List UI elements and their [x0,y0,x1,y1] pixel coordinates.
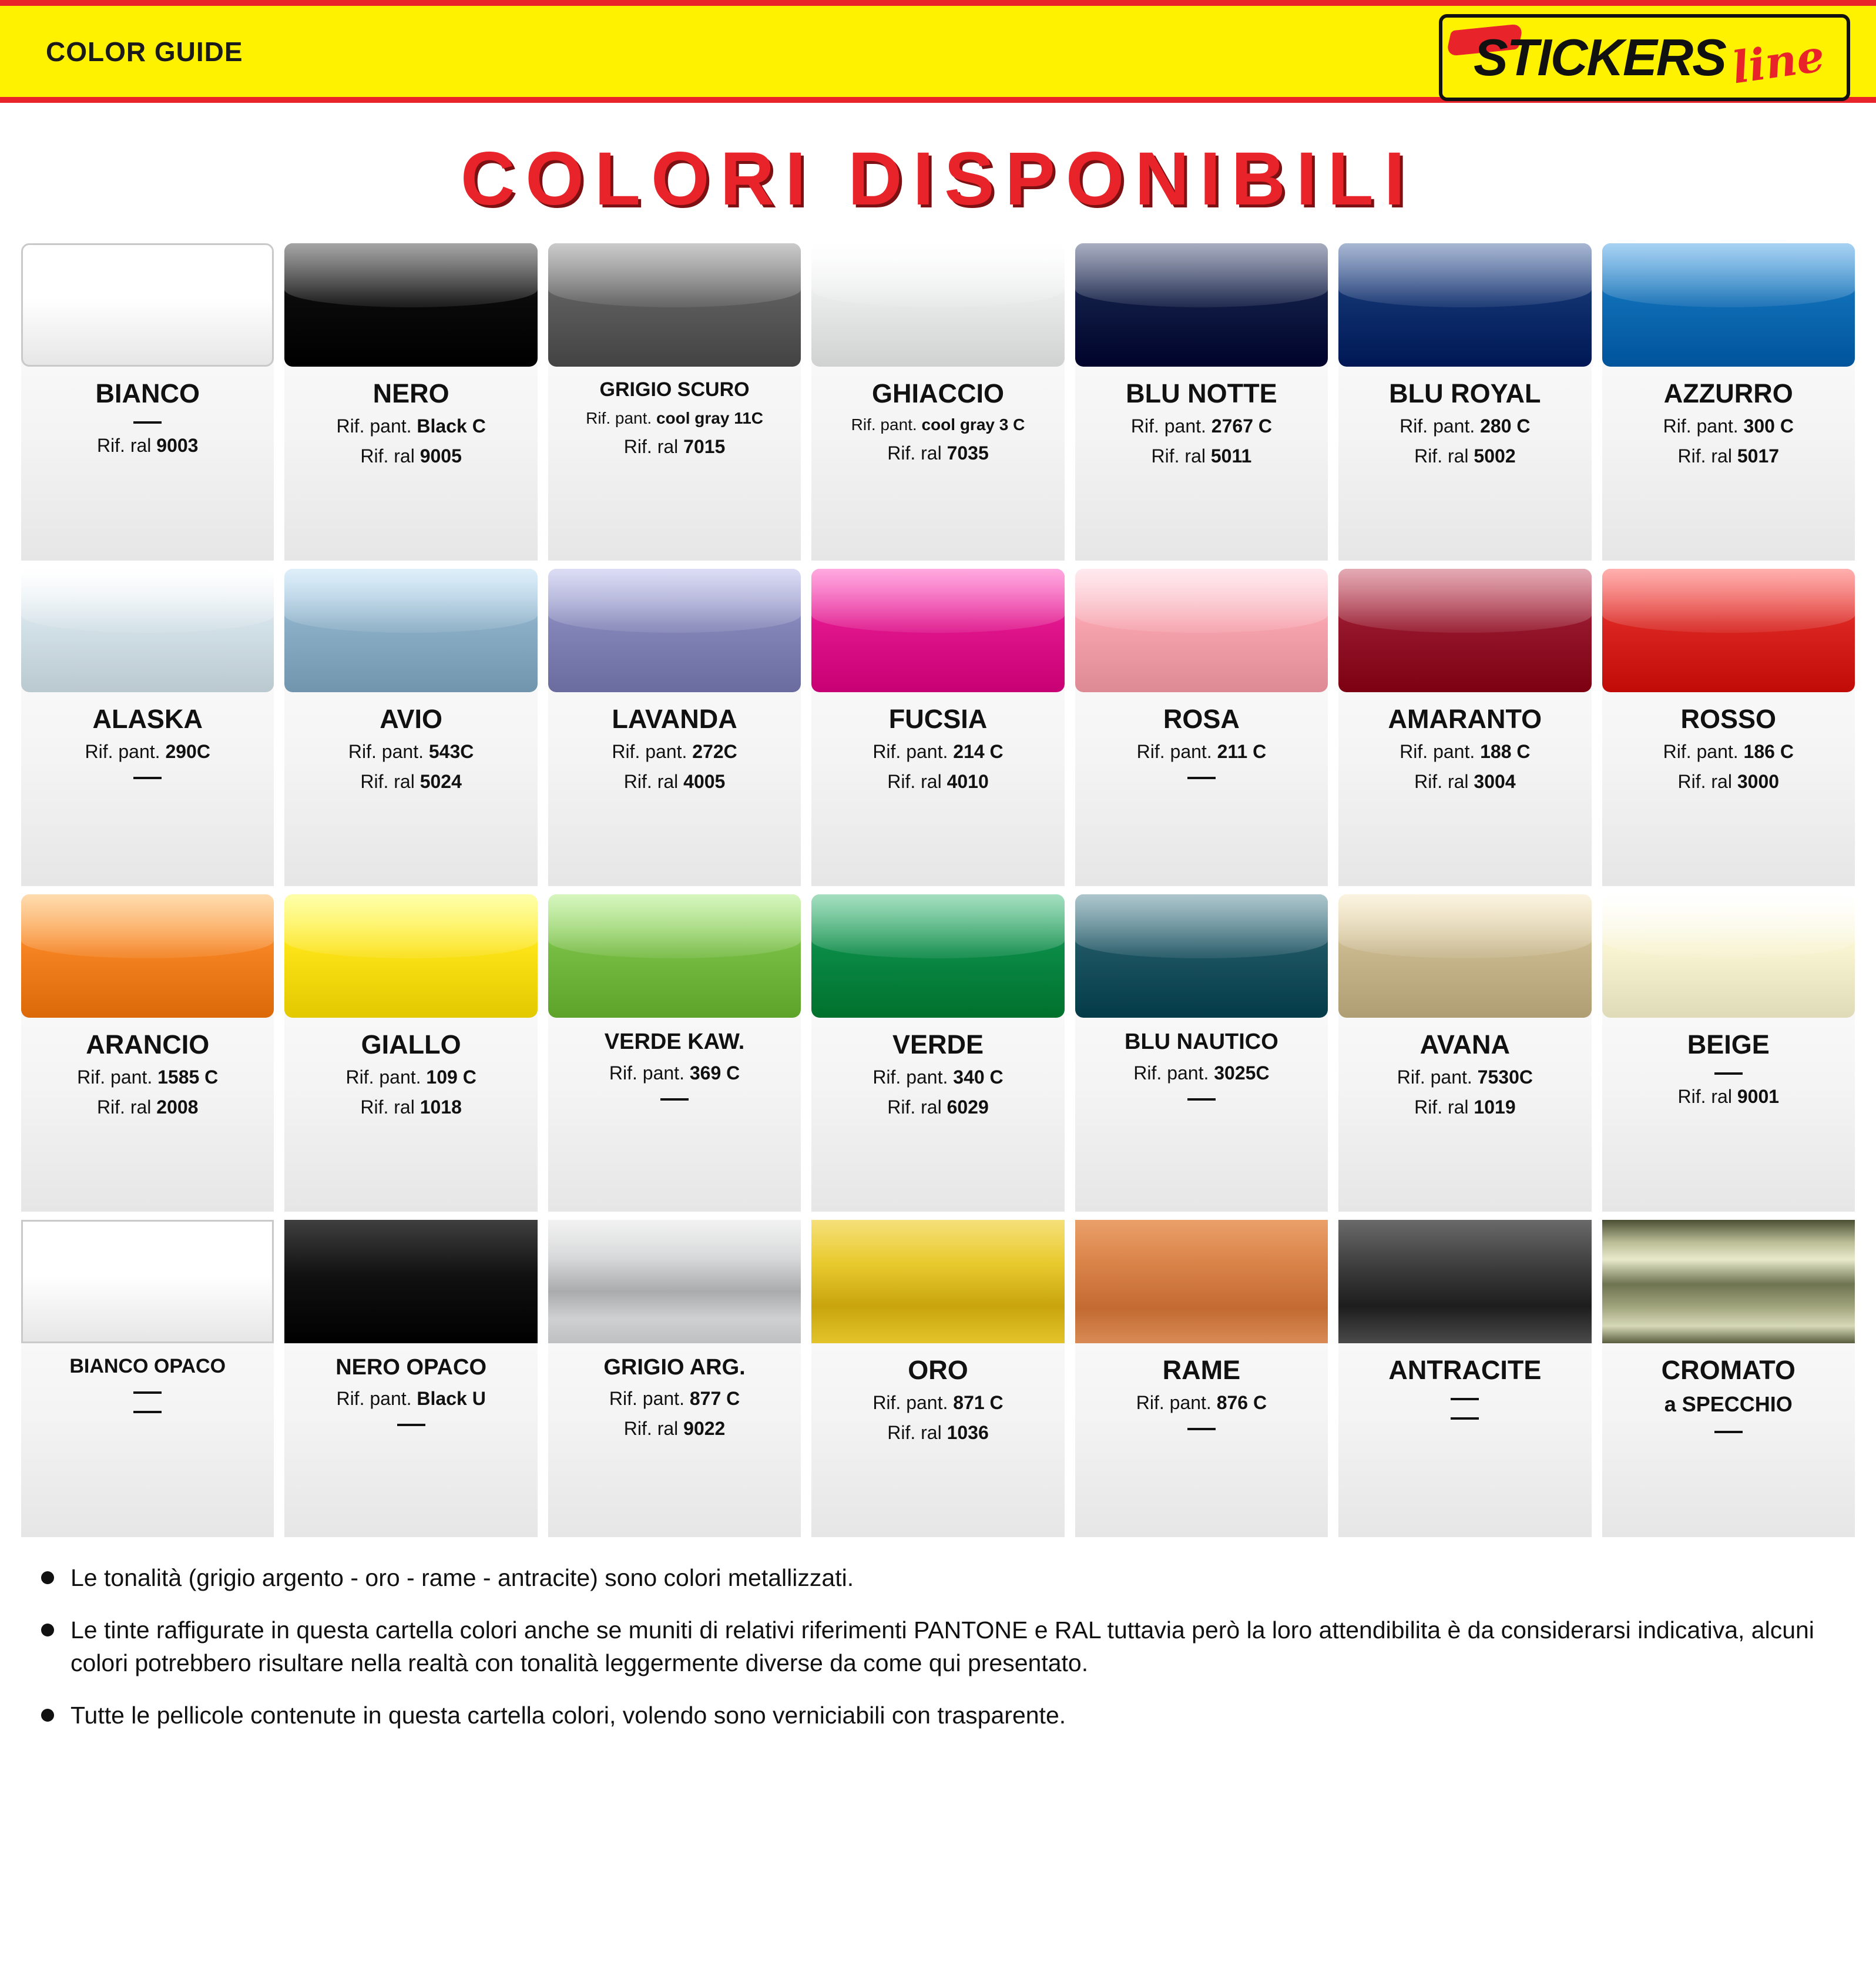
pantone-value: 340 C [953,1066,1004,1088]
page-title: COLOR GUIDE [46,36,243,67]
color-swatch [284,1220,537,1343]
color-name: FUCSIA [888,704,988,734]
ral-value: 2008 [156,1096,199,1118]
pantone-reference [336,415,485,437]
pantone-reference [872,1066,1003,1088]
pantone-value: 214 C [953,741,1004,763]
pantone-label: Rif. pant. [348,741,424,763]
logo-script-text: line [1729,31,1828,94]
color-name: ORO [908,1355,968,1385]
ral-reference [360,771,462,793]
pantone-reference [1136,1392,1267,1414]
color-swatch [811,1220,1064,1343]
empty-reference-dash [397,1410,425,1429]
note-text: Le tonalità (grigio argento - oro - rame - antracite) sono colori metallizzati. [71,1564,854,1591]
swatch-wrapper [811,894,1064,1018]
pantone-reference [872,1392,1003,1414]
ral-reference [624,771,726,793]
ral-label: Rif. ral [1677,771,1732,793]
color-swatch [1602,1220,1855,1343]
swatch-wrapper [1602,243,1855,367]
pantone-value: 7530C [1477,1066,1533,1088]
color-card [284,243,537,561]
color-name: AVANA [1419,1029,1511,1059]
bullet-icon [41,1624,54,1636]
ral-value: 5024 [420,771,462,793]
color-card [21,1220,274,1537]
ral-label: Rif. ral [887,1422,942,1444]
color-name: VERDE [892,1029,984,1059]
pantone-reference [1400,741,1530,763]
ral-label: Rif. ral [96,435,152,457]
pantone-reference [586,409,763,428]
pantone-value: 369 C [689,1062,740,1084]
ral-label: Rif. ral [1414,445,1469,467]
pantone-reference [77,1066,218,1088]
ral-reference [887,771,989,793]
color-card [1075,569,1328,886]
pantone-value: cool gray 11C [656,408,764,427]
swatch-wrapper [548,243,801,367]
ral-reference [1678,445,1780,467]
notes-section [33,1562,1843,1732]
color-swatch [1338,243,1591,367]
pantone-reference [872,741,1003,763]
color-name: ANTRACITE [1388,1355,1542,1385]
color-swatch [284,569,537,692]
ral-reference [97,1096,199,1118]
swatch-wrapper [811,1220,1064,1343]
ral-label: Rif. ral [1151,445,1206,467]
color-name: GRIGIO SCURO [599,378,750,401]
color-grid [0,243,1876,1537]
pantone-label: Rif. pant. [336,1387,412,1409]
color-card [1338,569,1591,886]
pantone-value: 272C [692,741,737,763]
color-name: BIANCO [95,378,200,408]
swatch-wrapper [21,569,274,692]
color-name: GHIACCIO [871,378,1004,408]
empty-reference-dash [1714,1417,1743,1436]
swatch-wrapper [284,243,537,367]
color-card [21,569,274,886]
color-name: BIANCO OPACO [69,1355,226,1377]
color-swatch [21,243,274,367]
ral-reference [624,436,726,458]
ral-label: Rif. ral [1677,1086,1732,1108]
bullet-icon [41,1571,54,1584]
ral-reference [97,435,199,457]
color-name: NERO OPACO [335,1355,487,1380]
color-card [1602,243,1855,561]
color-card [1338,243,1591,561]
ral-value: 7035 [947,442,989,464]
gloss-highlight [23,245,272,307]
ral-label: Rif. ral [360,1096,415,1118]
ral-value: 3000 [1737,771,1780,793]
color-card [1075,243,1328,561]
color-name: ROSSO [1680,704,1777,734]
ral-reference [1152,445,1252,467]
pantone-reference [1137,741,1267,763]
pantone-reference [609,1062,740,1084]
ral-value: 6029 [947,1096,989,1118]
gloss-highlight [548,569,801,633]
color-swatch [284,243,537,367]
gloss-highlight [284,569,537,633]
color-name: NERO [372,378,449,408]
gloss-highlight [284,894,537,958]
note-text: Tutte le pellicole contenute in questa cartella colori, volendo sono verniciabili con trasparente. [71,1702,1066,1729]
color-card [284,894,537,1212]
pantone-label: Rif. pant. [77,1066,153,1088]
pantone-reference [609,1388,740,1410]
ral-value: 1019 [1474,1096,1516,1118]
ral-label: Rif. ral [623,435,679,457]
pantone-label: Rif. pant. [336,415,412,437]
color-name: AZZURRO [1663,378,1793,408]
pantone-value: 1585 C [157,1066,219,1088]
pantone-label: Rif. pant. [1663,741,1739,763]
pantone-label: Rif. pant. [1397,1066,1472,1088]
swatch-wrapper [548,1220,801,1343]
ral-value: 7015 [683,435,726,457]
ral-reference [624,1418,726,1440]
ral-label: Rif. ral [1414,771,1469,793]
pantone-reference [85,741,210,763]
color-swatch [1075,569,1328,692]
ral-value: 5017 [1737,445,1780,467]
empty-reference-dash [133,763,162,782]
gloss-highlight [284,243,537,307]
note-item [33,1614,1843,1679]
empty-reference-dash [1187,1084,1216,1104]
pantone-label: Rif. pant. [872,1066,948,1088]
pantone-value: 109 C [426,1066,476,1088]
gloss-highlight [1075,243,1328,307]
note-item [33,1699,1843,1732]
swatch-wrapper [1602,1220,1855,1343]
color-card [1602,569,1855,886]
pantone-label: Rif. pant. [1663,415,1739,437]
color-card [811,569,1064,886]
ral-value: 9003 [156,435,199,457]
swatch-wrapper [21,1220,274,1343]
pantone-value: 300 C [1743,415,1794,437]
ral-reference [1414,1096,1516,1118]
ral-reference [1414,445,1516,467]
color-swatch [811,569,1064,692]
color-card [1338,894,1591,1212]
color-swatch [21,894,274,1018]
gloss-highlight [21,894,274,958]
color-card [548,894,801,1212]
empty-reference-dash [1187,763,1216,782]
color-card [1602,1220,1855,1537]
color-swatch [1602,569,1855,692]
note-item [33,1562,1843,1594]
swatch-wrapper [1338,894,1591,1018]
pantone-value: 186 C [1743,741,1794,763]
color-card [811,243,1064,561]
color-name: AVIO [380,704,442,734]
gloss-highlight [811,569,1064,633]
color-card [284,569,537,886]
color-name: ROSA [1163,704,1240,734]
color-swatch [1075,243,1328,367]
color-swatch [1338,1220,1591,1343]
pantone-label: Rif. pant. [872,1392,948,1414]
pantone-label: Rif. pant. [872,741,948,763]
color-swatch [811,243,1064,367]
gloss-highlight [1338,243,1591,307]
color-card [21,243,274,561]
color-card [548,1220,801,1537]
pantone-reference [1663,741,1794,763]
swatch-wrapper [811,243,1064,367]
ral-label: Rif. ral [887,442,942,464]
color-name: CROMATO [1661,1355,1796,1385]
gloss-highlight [1075,894,1328,958]
color-card [1338,1220,1591,1537]
color-card [548,243,801,561]
pantone-label: Rif. pant. [1130,415,1206,437]
empty-reference-dash [133,1397,162,1416]
pantone-reference [612,741,737,763]
gloss-highlight [1602,243,1855,307]
color-name: BLU NAUTICO [1125,1029,1278,1054]
color-swatch [1075,894,1328,1018]
ral-value: 5011 [1210,445,1252,467]
ral-value: 1018 [420,1096,462,1118]
swatch-wrapper [21,894,274,1018]
gloss-highlight [811,894,1064,958]
pantone-value: 876 C [1216,1392,1267,1414]
pantone-reference [851,415,1025,434]
swatch-wrapper [1075,243,1328,367]
ral-label: Rif. ral [1414,1096,1469,1118]
pantone-label: Rif. pant. [1136,1392,1211,1414]
ral-value: 4005 [683,771,726,793]
pantone-label: Rif. pant. [612,741,687,763]
swatch-wrapper [1075,569,1328,692]
pantone-label: Rif. pant. [1400,415,1475,437]
ral-label: Rif. ral [96,1096,152,1118]
pantone-value: 877 C [689,1387,740,1409]
gloss-highlight [548,243,801,307]
header-bar [0,0,1876,103]
color-name: GIALLO [361,1029,461,1059]
ral-value: 9022 [683,1417,726,1439]
color-card [1602,894,1855,1212]
color-subtitle: a SPECCHIO [1664,1392,1793,1417]
color-card [21,894,274,1212]
pantone-value: 188 C [1480,741,1531,763]
ral-label: Rif. ral [887,771,942,793]
ral-reference [887,442,989,464]
color-card [811,1220,1064,1537]
color-card [1075,894,1328,1212]
swatch-wrapper [21,243,274,367]
pantone-label: Rif. pant. [586,408,652,427]
color-name: GRIGIO ARG. [603,1355,746,1380]
pantone-label: Rif. pant. [1133,1062,1209,1084]
ral-label: Rif. ral [623,1417,679,1439]
color-swatch [1338,894,1591,1018]
pantone-label: Rif. pant. [851,415,917,434]
color-swatch [21,569,274,692]
gloss-highlight [1602,894,1855,958]
color-name: ALASKA [92,704,203,734]
ral-label: Rif. ral [360,445,415,467]
gloss-highlight [21,569,274,633]
note-text: Le tinte raffigurate in questa cartella colori anche se muniti di relativi riferimenti PANTONE e RAL tuttavia però la loro attendibilita è da considerarsi indicativa, alcuni colori potrebbero risultare nella realtà con tonalità leggermente diverse da come qui presentato. [71,1616,1814,1676]
pantone-reference [336,1388,485,1410]
swatch-wrapper [1602,569,1855,692]
swatch-wrapper [284,569,537,692]
pantone-value: 2767 C [1211,415,1272,437]
pantone-label: Rif. pant. [1400,741,1475,763]
ral-value: 4010 [947,771,989,793]
main-heading: COLORI DISPONIBILI [460,137,1416,221]
ral-reference [1678,771,1780,793]
swatch-wrapper [1338,243,1591,367]
color-card [811,894,1064,1212]
pantone-value: 543C [428,741,474,763]
color-swatch [1602,894,1855,1018]
color-name: LAVANDA [612,704,737,734]
swatch-wrapper [284,1220,537,1343]
pantone-value: 3025C [1214,1062,1270,1084]
color-name: BEIGE [1687,1029,1770,1059]
empty-reference-dash [1187,1414,1216,1433]
pantone-label: Rif. pant. [85,741,160,763]
gloss-highlight [1075,569,1328,633]
swatch-wrapper [1602,894,1855,1018]
ral-label: Rif. ral [1677,445,1732,467]
pantone-value: Black C [417,415,486,437]
color-swatch [548,569,801,692]
ral-value: 9005 [420,445,462,467]
swatch-wrapper [548,569,801,692]
ral-value: 1036 [947,1422,989,1444]
color-swatch [1338,569,1591,692]
ral-label: Rif. ral [887,1096,942,1118]
ral-reference [1414,771,1516,793]
color-swatch [21,1220,274,1343]
gloss-highlight [1338,569,1591,633]
color-card [548,569,801,886]
swatch-wrapper [811,569,1064,692]
ral-value: 5002 [1474,445,1516,467]
pantone-value: Black U [417,1387,486,1409]
brand-logo [1439,14,1850,101]
empty-reference-dash [133,1377,162,1397]
pantone-value: 871 C [953,1392,1004,1414]
ral-reference [360,1096,462,1118]
pantone-label: Rif. pant. [1136,741,1212,763]
color-swatch [548,1220,801,1343]
gloss-highlight [811,243,1064,307]
pantone-reference [1400,415,1530,437]
pantone-reference [1133,1062,1269,1084]
swatch-wrapper [1338,569,1591,692]
pantone-value: 290C [165,741,210,763]
color-swatch [1602,243,1855,367]
empty-reference-dash [1714,1058,1743,1078]
color-swatch [548,894,801,1018]
pantone-reference [348,741,474,763]
swatch-wrapper [548,894,801,1018]
pantone-reference [345,1066,476,1088]
color-name: AMARANTO [1388,704,1542,734]
pantone-label: Rif. pant. [609,1062,684,1084]
color-name: RAME [1162,1355,1241,1385]
color-name: BLU ROYAL [1389,378,1541,408]
swatch-wrapper [1075,1220,1328,1343]
pantone-value: cool gray 3 C [921,415,1025,434]
empty-reference-dash [1451,1384,1479,1403]
ral-reference [887,1422,989,1444]
pantone-label: Rif. pant. [609,1387,684,1409]
ral-reference [1678,1086,1780,1108]
color-card [284,1220,537,1537]
swatch-wrapper [1075,894,1328,1018]
pantone-value: 211 C [1217,741,1267,763]
color-swatch [811,894,1064,1018]
ral-reference [887,1096,989,1118]
empty-reference-dash [133,407,162,427]
empty-reference-dash [1451,1403,1479,1423]
color-swatch [548,243,801,367]
gloss-highlight [548,894,801,958]
ral-label: Rif. ral [623,771,679,793]
ral-value: 9001 [1737,1086,1780,1108]
color-name: ARANCIO [86,1029,210,1059]
color-name: BLU NOTTE [1126,378,1277,408]
pantone-label: Rif. pant. [345,1066,421,1088]
color-name: VERDE KAW. [604,1029,745,1054]
bullet-icon [41,1709,54,1722]
pantone-value: 280 C [1480,415,1531,437]
empty-reference-dash [660,1084,689,1104]
color-swatch [284,894,537,1018]
gloss-highlight [1602,569,1855,633]
swatch-wrapper [284,894,537,1018]
color-swatch [1075,1220,1328,1343]
gloss-highlight [1338,894,1591,958]
swatch-wrapper [1338,1220,1591,1343]
color-card [1075,1220,1328,1537]
pantone-reference [1663,415,1794,437]
pantone-reference [1397,1066,1533,1088]
pantone-reference [1131,415,1272,437]
ral-label: Rif. ral [360,771,415,793]
ral-reference [360,445,462,467]
logo-main-text: STICKERS [1473,28,1726,86]
ral-value: 3004 [1474,771,1516,793]
